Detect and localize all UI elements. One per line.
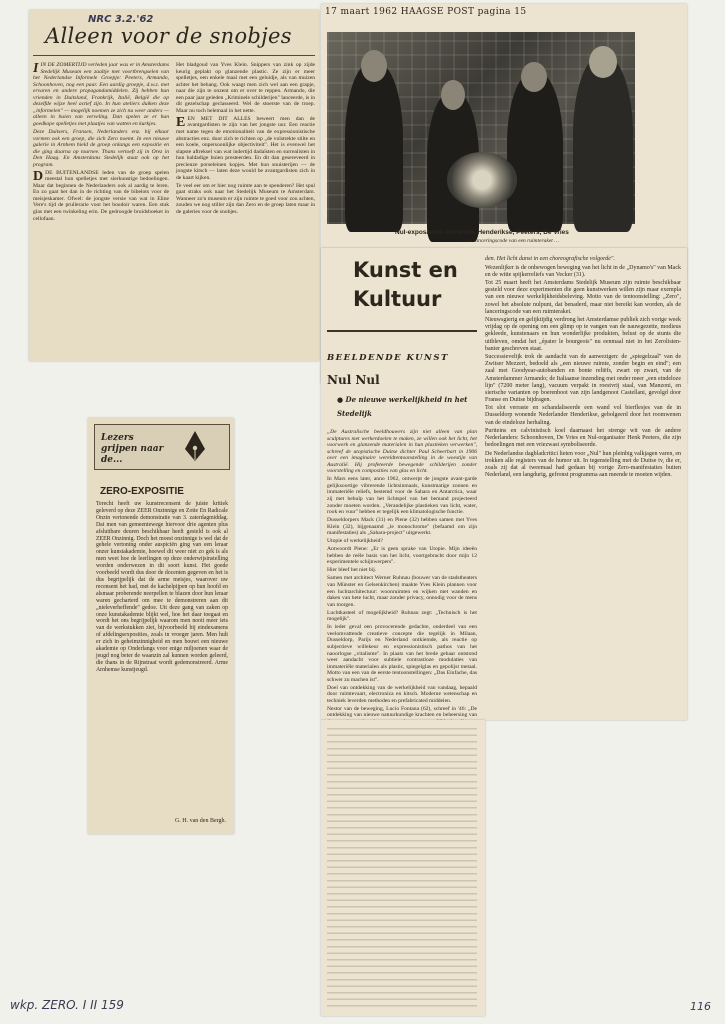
pen-nib-icon xyxy=(181,429,209,463)
rubric: BEELDENDE KUNST xyxy=(327,353,449,363)
letters-banner: Lezers grijpen naar de... xyxy=(94,424,230,470)
article-paragraph: Antwoordt Piene: „Er is geen sprake van Utopie. Mijn ideeën hebben de reële basis van het licht, voortgebracht door mijn 12 experimentele schijnwerpers". xyxy=(327,546,477,566)
article-paragraph: den. Het licht danst in een choreografische volgorde". xyxy=(485,256,615,262)
nrc-paragraph: Deze Duitsers, Fransen, Nederlanders enz. bij elkaar vormen ook een groep, die zich Zero noemt. In een nieuwe galerie in Arnhem hield de groep onlangs een expositie en die ging daarna op tournee. Thans vertoeft zij in Orez in Den Haag. En Amsterdams Stedelijk staat ook op het program. xyxy=(33,128,169,168)
exhibition-photo xyxy=(327,32,635,224)
haagse-post-column-2 xyxy=(485,256,681,718)
article-paragraph: In ieder geval een provocerende gedachte, onderdeel van een veelomvattende creatieve concepte die tegelijk in Milaan, Dusseldorp, Parijs en Nederland ontkiemde, als reactie op subjectieve willekeur en expressionistisch pathos van het naoorlogse „vitalisme". In plaats van het brede gebaar ontstond weer aandacht voor subtiele contrastloze modulaties van immateriële materialen als plastic, spiegelglas en gepolijst metaal. Motto van een van de eerste tentoonstellingen: „Das Einfache, das schwer zu machen ist". xyxy=(327,624,477,683)
nrc-paragraph: DE BUITENLANDSE leden van de groep spelen meestal hun spelletjes met sierkunstige bedoelingen. Maar dat beginnen de Nederlanders ook al aardig te leren. En zo gaat het dan in de richting van de bibelots voor de meisjeskamer. Ofwel: de jongste versie van wat in Eline Vere's tijd de prullerarie voor het boudoir waren. Een stuk glas met een twinkeling erin. De gedroogde bruidsboeket in cellofaan. xyxy=(33,169,169,222)
article-paragraph: Doel van ontdekking van de werkelijkheid van vandaag, bepaald door ruimtevaart, electronica en kitsch. Moderne wetenschap en techniek leverden methoden en prefabricated middelen. xyxy=(327,684,477,704)
nrc-paragraph: Te veel eer om er hier nog ruimte aan te spenderen? Het spul gaat straks ook naar het Stedelijk Museum te Amsterdam. Wanneer zo'n museum er zijn ruimte te goed voor zou achten, zouden we nog stiller zijn dan Zero en de groep laten maar in de galeries voor de snobjes. xyxy=(176,182,315,216)
article-paragraph: Tot 25 maart heeft het Amsterdams Stedelijk Museum zijn ruimte beschikbaar gesteld voor deze experimenten die geen kunstwerken willen zijn maar exempla van een nieuwe werkelijkheidsbeleving. Motto van de tentoonstelling: „Zero", zowel het absolute nulpunt, dat benaderd, maar niet bereikt kan worden, als de lanceringscode van een ruimteraket. xyxy=(485,280,681,315)
article-paragraph: Successievelijk trok de aandacht van de aanwezigen: de „spiegelzaal" van de Zwitser Mezzert, bedoeld als „een nieuwe ruimte, zonder begin en eind"; een zaal met Goodyear-autobanden en bonte reliëfs, zwart op zwart, van de Amsterdammer Armando; de Italiaanse inzending met onder meer „een eindeloze lijn" (7200 meter lang), vacuum verpakt in roestvrij staal, van Manzoni, en sierische varianten op boerenboot van zijn landgenoot Castellani, gevolgd door Franse en Duitse bijdragen. xyxy=(485,354,681,403)
nrc-column-2: Het bladgoud van Yves Klein. Snippers van zink op zijde keurig geplakt op glanzende plastic. Ze zijn er meer spelletjes, een enkele maal met een geluidje, als van muizen achter het behang. Ook waagt men zich wel aan een grapje, naar die zijn te onzent om er over te reppen. Armando, die een paar jaar geleden „Kriminele schilderijen" lanceerde, is in dit gezelschap geclasseerd. Wel de stoerste van de troep. Maar nu toch helemaal in het nette. EEN MET DIT ALLES beweert men dan de avantgardisten te zijn van het jongste uur. Een reactie met name tegen de emotionaliteit van de expressionistische abstracties enz. door zich te richten op „de volstrekte stilte en een koele, onpersoonlijke objectiviteit". Het is evenwel het slapste aftreksel van wat indertijd dadaïsten en surrealisten in hun baldadige buien presteerden. En dit dan gesereveerd in precieuze porseleinen kopjes. Met hun snuisterijen — de jongste kitsch — laten deze would be avantgardisten zich in de kaart kijken. Te veel eer om er hier nog ruimte aan te spenderen? Het spul gaat straks ook naar het Stedelijk Museum te Amsterdam. Wanneer zo'n museum er zijn ruimte te goed voor zou achten, zouden we nog stiller zijn dan Zero en de groep laten maar in de galeries voor de snobjes. xyxy=(176,62,315,216)
archive-note: wkp. ZERO. I II 159 xyxy=(10,998,124,1012)
page-number-note: 116 xyxy=(690,1000,711,1013)
article-paragraph: Nieuwsgierig en gelijktijdig verdrong het Amsterdamse publiek zich vorige week vrijdag op de opening om een glimp op te vangen van de nauwgezette, modieus gekleede, kunstenaars en hun wonderlijke produkten, belust op de stunts die uitbleven, omdat het „épater le bourgeois" nu eenmaal niet in het Zerolisten-banier geschreven staat. xyxy=(485,317,681,352)
clipping-date-note: NRC 3.2.'62 xyxy=(88,14,154,25)
article-paragraph: Utopie of werkelijkheid? xyxy=(327,538,383,545)
nrc-paragraph: IN DE ZOMERTIJD verleden jaar was er in Amsterdams Stedelijk Museum een zaaltje met voortbrengselen van het Nederlandse Informele Groepje: Peeters, Armando, Schoonhoven, nog een paar. Een aardig groepje, d.w.z. met ervaren en andere propagandamiddelen. Zij hebben hun vrienden in Duitsland, Frankrijk, Italië, België die op dezelfde wijze heel actief zijn. In hun ateliers duiken deze „informelen" — mogelijk noemen ze zich nu weer anders — alleen in buien van verveling. Dan spelen ze er hun goedkope spelletjes met plaatjes van watten en kurkjes. xyxy=(33,62,169,127)
clipping-letter xyxy=(88,418,234,834)
letter-signature: G. H. van den Bergh. xyxy=(174,818,226,824)
article-paragraph: De Nederlandse dagbladcritici lieten voor „Nul" hun pleinbig valkjagen varen, en trokken alle registers van de humor uit. In tegenstelling met de Duitse tv, die er, zoals zij dat al tweemaal had gedaan bij vorige Zero-manifestaties buiten Nederland, een langdurig, gefronst programma aan meende te moeten wijden. xyxy=(485,450,681,479)
article-headline: Nul Nul xyxy=(327,373,380,387)
letter-body: Terecht heeft uw kunstrecensent de juiste kritiek geleverd op deze ZEER Onzinnige en Zotte En Radicale Onzin vertonende demonstratie van 3. zaterdagmiddag. Dat men van gemeentewege hiervoor drie agenten plus afsluitbare deuren beschikbaar heeft gesteld is ook al ZEER Onzinnig. Doch het moest onzinnige is wel dat de gehele vertoning onder auspiciën ging van een leraar onzer kunstakademie, hoewel dit weer niet zo gek is als men weet hoe de leerlingen op deze onderwijsinstelling worden onderwezen in dit soort kunst. Het goede voorbeeld wordt dus door de docenten gegeven en het is dus begrijpelijk dat de arme meisjes, waarover uw recensent het had, met de kachelpijpen op hun hoofd en alsmaar proberende neerpellen te blazen door hun leraar waren gecharterd om mee te demonstreren aan dit „nieleverheffende" gedoe. Uit deze gang van zaken op onze kunstakademie blijkt wel, hoe het daar toegaat en wordt het ons begrijpelijk waarom men nooit meer iets van de werkstukken ziet, bijvoorbeeld bij eindexamens of afdelingsexposities, zoals in vroeger jaren. Men hult er zich in geheimzinnigheid en men bouwt een nieuwe akademie op Onderlangs voor enige miljoenen waar de jeugd nog beter de waanzin zal kunnen worden geleerd, die thans in de Rijnstraat wordt gedemonstreerd. Arme Arnhemse kunstjeugd. xyxy=(96,501,228,673)
section-title: Kunst en Kultuur xyxy=(353,258,458,311)
article-paragraph: Hier bleef het niet bij. xyxy=(327,567,377,574)
article-paragraph: Dusseldorpers Mack (31) en Piene (32) hebben samen met Yves Klein (32), bijgenaamd „le monochrome" (befaamd om zijn manifestaties) als „Sahara-project" uitgewerkt. xyxy=(327,517,477,537)
clipping-nrc xyxy=(29,10,319,361)
letter-title: ZERO-EXPOSITIE xyxy=(100,486,184,497)
article-paragraph: Samen met architect Werner Ruhnau (bouwer van de stadstheaters van Münster en Gelsenkirchen) maakte Yves Klein plannen voor een luchtarchitectuur: woonruimten en wijken met wanden en daken van hete lucht, maar zonder privacy, onnodig voor de mens van morgen. xyxy=(327,575,477,608)
nrc-column-1: IIN DE ZOMERTIJD verleden jaar was er in Amsterdams Stedelijk Museum een zaaltje met voortbrengselen van het Nederlandse Informele Groepje: Peeters, Armando, Schoonhoven, nog een paar. Een aardig groepje, d.w.z. met ervaren en andere propagandamiddelen. Zij hebben hun vrienden in Duitsland, Frankrijk, Italië, België die op dezelfde wijze heel actief zijn. In hun ateliers duiken deze „informelen" — mogelijk noemen ze zich nu weer anders — alleen in buien van verveling. Dan spelen ze er hun goedkope spelletjes met plaatjes van watten en kurkjes. Deze Duitsers, Fransen, Nederlanders enz. bij elkaar vormen ook een groep, die zich Zero noemt. In een nieuwe galerie in Arnhem hield de groep onlangs een expositie en die ging daarna op tournee. Thans vertoeft zij in Orez in Den Haag. En Amsterdams Stedelijk staat ook op het program. DDE BUITENLANDSE leden van de groep spelen meestal hun spelletjes met sierkunstige bedoelingen. Maar dat beginnen de Nederlanders ook al aardig te leren. En zo gaat het dan in de richting van de bibelots voor de meisjeskamer. Ofwel: de jongste versie van wat in Eline Vere's tijd de prullerarie voor het boudoir waren. Een stuk glas met een twinkeling erin. De gedroogde bruidsboeket in cellofaan. xyxy=(33,61,169,222)
article-paragraph: Nestor van de beweging, Lucio Fontana (62), schreef in '46: „De ontdekking van nieuwe natuurkundige krachten en beheersing van xyxy=(327,705,477,719)
nrc-paragraph: EN MET DIT ALLES beweert men dan de avantgardisten te zijn van het jongste uur. Een reactie met name tegen de emotionaliteit van de expressionistische abstracties enz. door zich te richten op „de volstrekte stilte en een koele, onpersoonlijke objectiviteit". Het is evenwel het slapste aftreksel van wat indertijd dadaïsten en surrealisten in hun baldadige buien presteerden. En dit dan gesereveerd in precieuze porseleinen kopjes. Met hun snuisterijen — de jongste kitsch — laten deze would be avantgardisten zich in de kaart kijken. xyxy=(176,115,315,181)
article-paragraph: Luchtkasteel of mogelijkheid? Ruhnau zegt: „Technisch is het mogelijk". xyxy=(327,609,477,623)
article-paragraph: In Mars eens later, anno 1962, ontwerpt de jongste avant-garde gelijksoortige vibrerende lichtsinmaals, kunstmatige zonnen en immateriële reliefs, bestemd voor de Sahara en Antarctica, waar zij met behulp van het lichtspel van het bemand projecteerd zonder moeten worden. „Verandelijke plastieken van licht, water, rook en vuur" hebben er tegelijk een klimatologische functie. xyxy=(327,476,477,516)
haagse-post-column-1 xyxy=(327,429,477,717)
photo-caption: Nul-exposanten Armando, Henderikse, Peeters, De Vries xyxy=(395,229,569,236)
article-paragraph: Puriteins en calvinistisch koel daarnaast het strenge wit van de andere Nederlanders: Schoonhoven, De Vries en Nul-organisator Henk Peeters, die zijn bedoelingen met een vriezwast symboliseerde. xyxy=(485,428,681,449)
nrc-paragraph: Het bladgoud van Yves Klein. Snippers van zink op zijde keurig geplakt op glanzende plastic. Ze zijn er meer spelletjes, een enkele maal met een geluidje, als van muizen achter het behang. Ook waagt men zich wel aan een grapje, naar die zijn te onzent om er over te reppen. Armando, die een paar jaar geleden „Kriminele schilderijen" lanceerde, is in dit gezelschap geclasseerd. Wel de stoerste van de troep. Maar nu toch helemaal in het nette. xyxy=(176,62,315,114)
clipping-title: Alleen voor de snobjes xyxy=(45,24,292,48)
masthead: 17 maart 1962 HAAGSE POST pagina 15 xyxy=(325,7,527,17)
photo-caption-secondary: … de lanceringscode van een ruimteraket … xyxy=(461,238,560,244)
clipping-haagse-post-article xyxy=(321,248,687,720)
clipping-haagse-post-tail xyxy=(321,720,485,1016)
article-paragraph: „De Australische beeldhouwers zijn niet alleen van plan sculptures met werkerdoelen te maken, ze willen ook het licht, het voorwerk en glanzende materialen in hun plastieken verwerken", schreef de utopistische Duitse dichter Paul Scheerbart in 1906 over een imaginaire wereldtentoonstelling in de woestijn van Australië. Hij profeteerde bewegende schilderijen zonder voorstelling en composities van glas en licht. xyxy=(327,429,477,475)
article-paragraph: Wezenlijker is de onbewogen beweging van het licht in de „Dynamo's" van Mack en de witte spijkerreliefs van Vecker (31). xyxy=(485,264,681,278)
article-paragraph: Tot slot verraste en schandaliseerde een wand vol bierflesjes van de in Dusseldorp wonende Nederlander Henderikse, gebolgeerd door het roomwenen van de eindeloze herhaling. xyxy=(485,405,681,426)
article-subhead: ● De nieuwe werkelijkheid in het Stedelijk xyxy=(337,395,468,418)
